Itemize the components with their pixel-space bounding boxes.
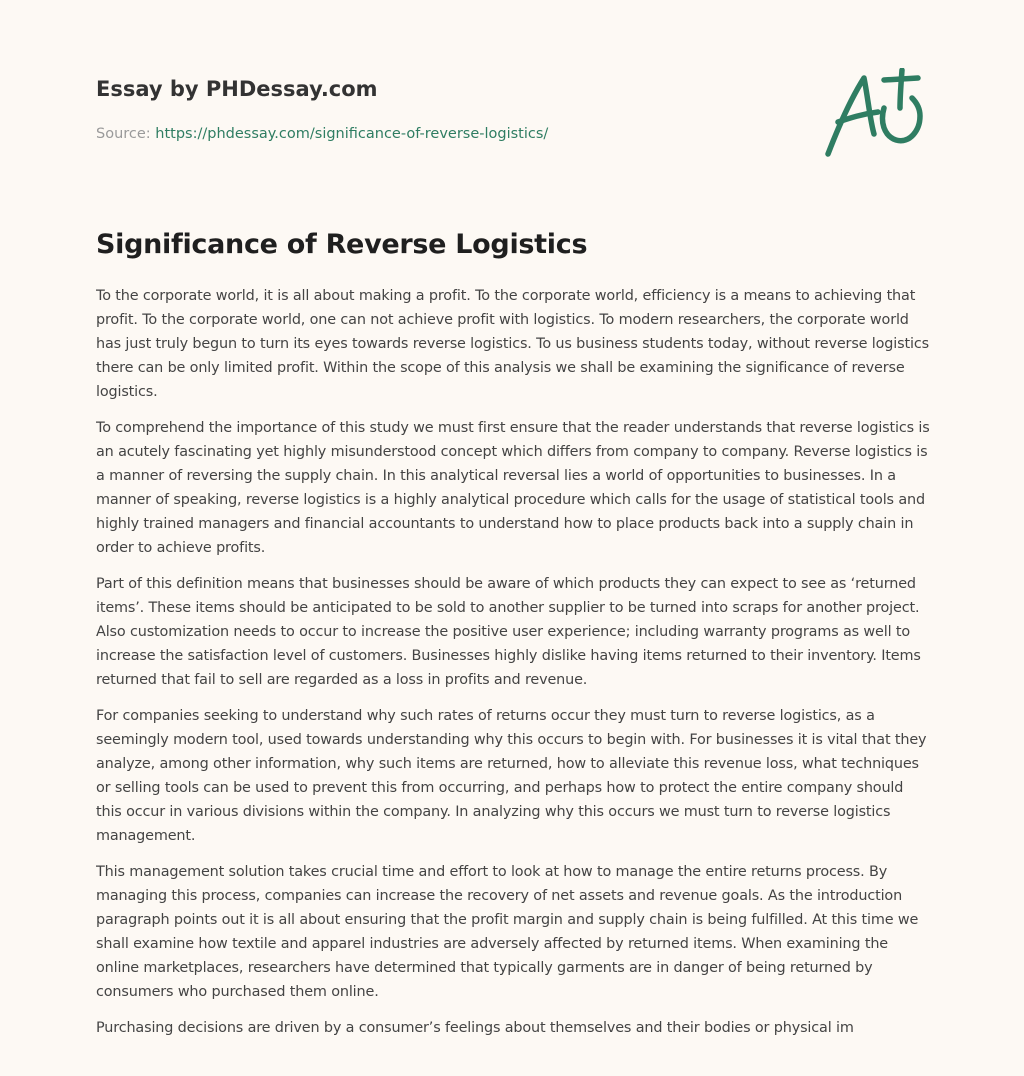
brand-title: Essay by PHDessay.com [96, 77, 378, 101]
essay-paragraph: Purchasing decisions are driven by a consumer’s feelings about themselves and their bodies or physical im [96, 1020, 854, 1036]
essay-body [96, 284, 932, 1076]
essay-paragraph: To the corporate world, it is all about making a profit. To the corporate world, efficiency is a means to achieving that profit. To the corporate world, one can not achieve profit with logistics. To modern researchers, the corporate world has just truly begun to turn its eyes towards reverse logistics. To us business students today, without reverse logistics there can be only limited profit. Within the scope of this analysis we shall be examining the significance of reverse logistics. [96, 288, 929, 400]
essay-paragraph: To comprehend the importance of this study we must first ensure that the reader understands that reverse logistics is an acutely fascinating yet highly misunderstood concept which differs from company to company. Reverse logistics is a manner of reversing the supply chain. In this analytical reversal lies a world of opportunities to businesses. In a manner of speaking, reverse logistics is a highly analytical procedure which calls for the usage of statistical tools and highly trained managers and financial accountants to understand how to place products back into a supply chain in order to achieve profits. [96, 420, 930, 556]
essay-title: Significance of Reverse Logistics [96, 229, 588, 260]
source-line [96, 124, 928, 144]
essay-header [96, 74, 928, 174]
essay-paragraph: For companies seeking to understand why such rates of returns occur they must turn to reverse logistics, as a seemingly modern tool, used towards understanding why this occurs to begin with. For businesses it is vital that they analyze, among other information, why such items are returned, how to alleviate this revenue loss, what techniques or selling tools can be used to prevent this from occurring, and perhaps how to protect the entire company should this occur in various divisions within the company. In analyzing why this occurs we must turn to reverse logistics management. [96, 708, 927, 844]
essay-paragraph: This management solution takes crucial time and effort to look at how to manage the entire returns process. By managing this process, companies can increase the recovery of net assets and revenue goals. As the introduction paragraph points out it is all about ensuring that the profit margin and supply chain is being fulfilled. At this time we shall examine how textile and apparel industries are adversely affected by returned items. When examining the online marketplaces, researchers have determined that typically garments are in danger of being returned by consumers who purchased them online. [96, 864, 919, 1000]
source-link[interactable]: https://phdessay.com/significance-of-reverse-logistics/ [155, 126, 549, 142]
source-label: Source: [96, 126, 156, 142]
essay-paragraph: Part of this definition means that businesses should be aware of which products they can expect to see as ‘returned items’. These items should be anticipated to be sold to another supplier to be turned into scraps for another project. Also customization needs to occur to increase the positive user experience; including warranty programs as well to increase the satisfaction level of customers. Businesses highly dislike having items returned to their inventory. Items returned that fail to sell are regarded as a loss in profits and revenue. [96, 576, 921, 688]
a-plus-logo-icon [822, 68, 926, 160]
